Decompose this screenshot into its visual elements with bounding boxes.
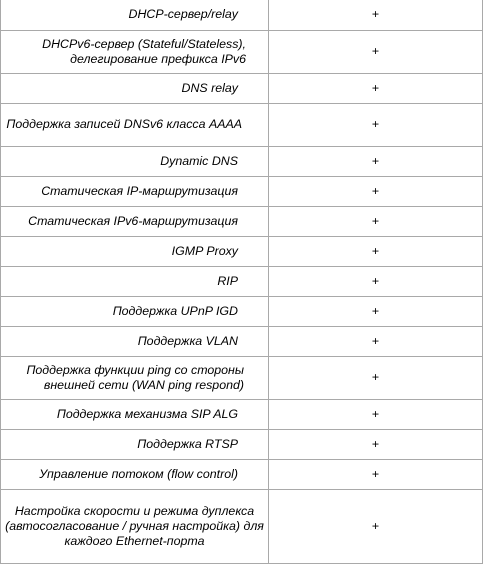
feature-cell: RIP [1, 266, 269, 296]
feature-cell: Управление потоком (flow control) [1, 459, 269, 489]
value-cell: + [269, 206, 483, 236]
value-cell: + [269, 176, 483, 206]
value-cell: + [269, 146, 483, 176]
table-row [1, 356, 483, 399]
feature-cell: Настройка скорости и режима дуплекса (автосогласование / ручная настройка) для каждого Ethernet-порта [1, 489, 269, 563]
value-cell: + [269, 459, 483, 489]
feature-cell: Статическая IPv6-маршрутизация [1, 206, 269, 236]
feature-cell: Поддержка записей DNSv6 класса AAAA [1, 103, 269, 146]
value-cell: + [269, 236, 483, 266]
table-row [1, 0, 483, 30]
table-row [1, 176, 483, 206]
table-row [1, 489, 483, 563]
value-cell: + [269, 30, 483, 73]
value-cell: + [269, 429, 483, 459]
feature-cell: Поддержка VLAN [1, 326, 269, 356]
table-row [1, 326, 483, 356]
table-row [1, 73, 483, 103]
feature-cell: DHCPv6-сервер (Stateful/Stateless), делегирование префикса IPv6 [1, 30, 269, 73]
table-row [1, 206, 483, 236]
value-cell: + [269, 399, 483, 429]
table-row [1, 30, 483, 73]
feature-cell: DNS relay [1, 73, 269, 103]
feature-cell: Поддержка функции ping со стороны внешней сети (WAN ping respond) [1, 356, 269, 399]
value-cell: + [269, 0, 483, 30]
table-row [1, 236, 483, 266]
feature-cell: Dynamic DNS [1, 146, 269, 176]
feature-cell: Статическая IP-маршрутизация [1, 176, 269, 206]
feature-cell: Поддержка RTSP [1, 429, 269, 459]
value-cell: + [269, 326, 483, 356]
table-row [1, 296, 483, 326]
table-row [1, 146, 483, 176]
table-row [1, 429, 483, 459]
value-cell: + [269, 489, 483, 563]
value-cell: + [269, 296, 483, 326]
feature-cell: IGMP Proxy [1, 236, 269, 266]
feature-cell: Поддержка механизма SIP ALG [1, 399, 269, 429]
table-row [1, 266, 483, 296]
value-cell: + [269, 73, 483, 103]
feature-cell: Поддержка UPnP IGD [1, 296, 269, 326]
table-row [1, 103, 483, 146]
value-cell: + [269, 103, 483, 146]
value-cell: + [269, 266, 483, 296]
table-row [1, 459, 483, 489]
feature-cell: DHCP-сервер/relay [1, 0, 269, 30]
value-cell: + [269, 356, 483, 399]
table-row [1, 399, 483, 429]
